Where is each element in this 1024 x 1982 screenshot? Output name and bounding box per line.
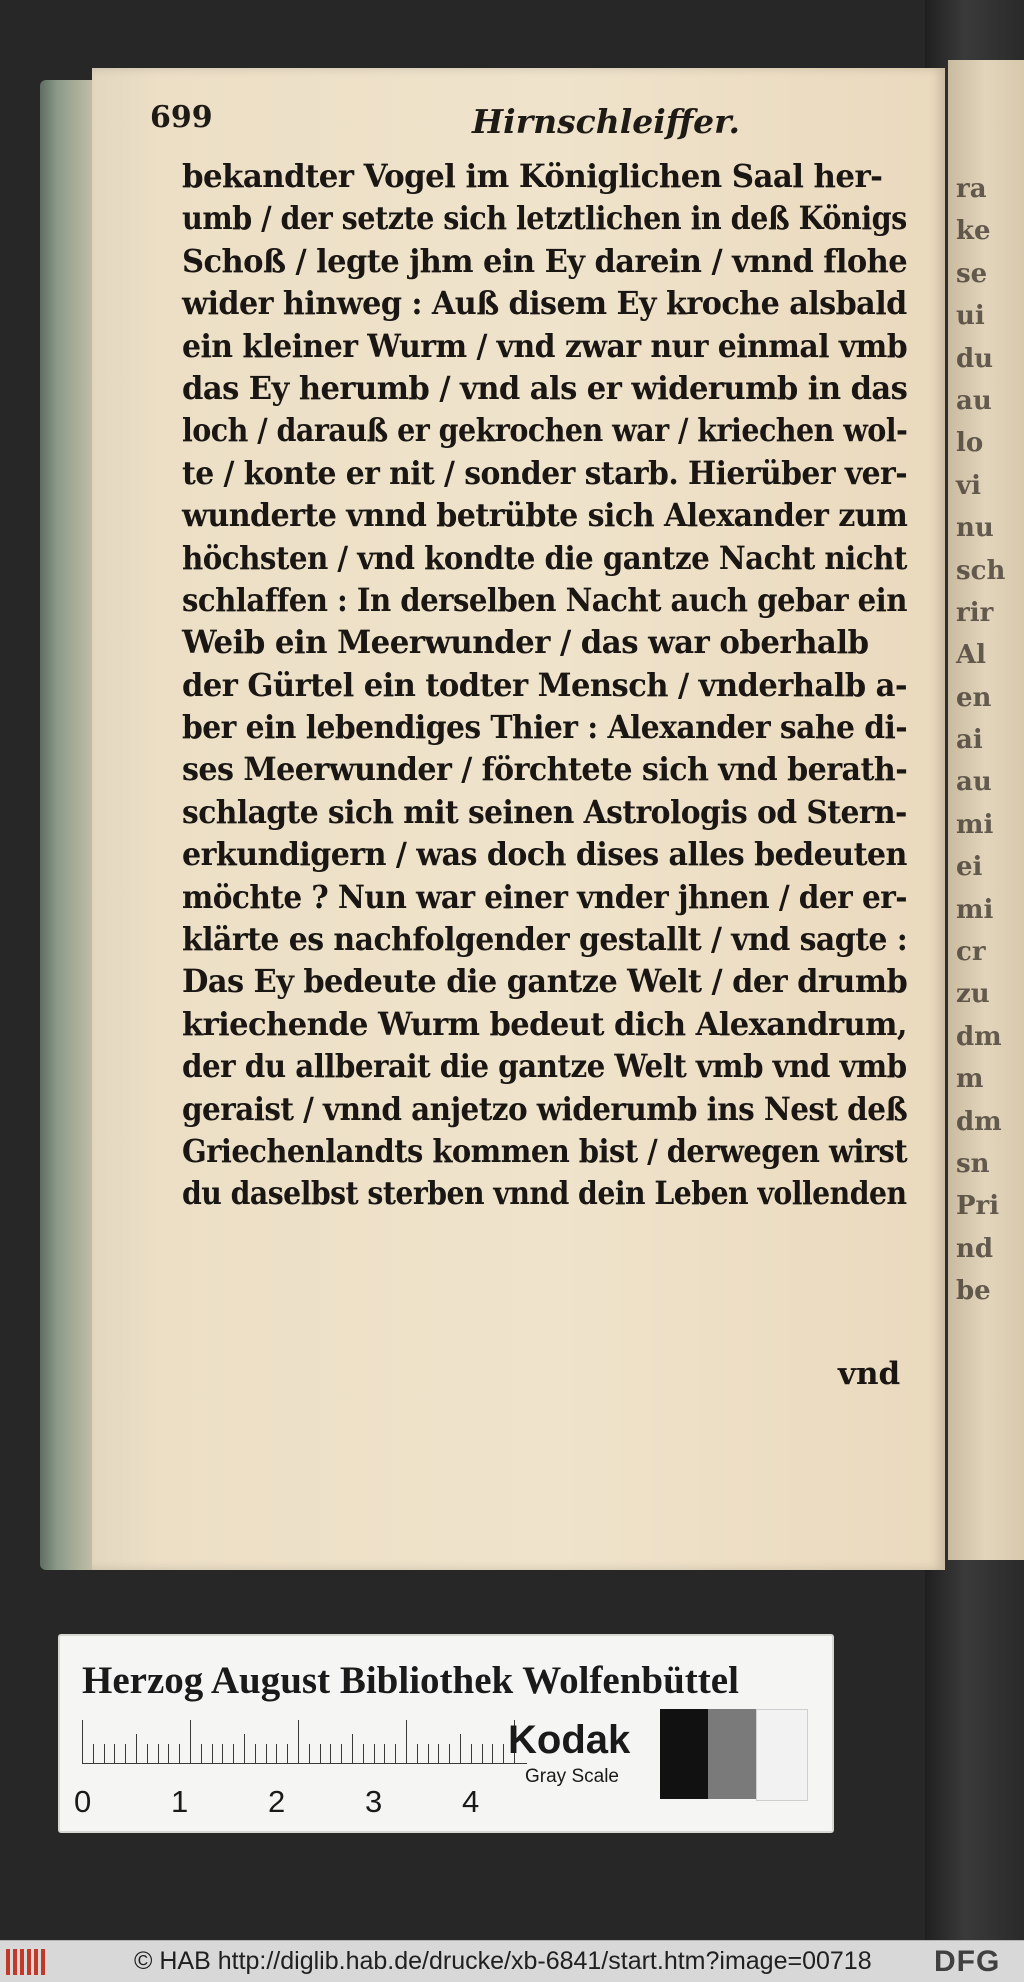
ruler-tick (255, 1744, 256, 1764)
gray-swatch (660, 1709, 708, 1799)
adjacent-text-fragment: cr (956, 937, 986, 968)
ruler-tick (104, 1744, 105, 1764)
text-line: bekandter Vogel im Königlichen Saal her- (182, 158, 883, 195)
ruler-tick (471, 1744, 472, 1764)
text-line: möchte ? Nun war einer vnder jhnen / der er- (182, 878, 907, 916)
adjacent-text-fragment: nd (956, 1233, 994, 1264)
ruler-tick (244, 1734, 245, 1764)
ruler-tick (298, 1720, 299, 1764)
adjacent-text-fragment: Pri (956, 1191, 1000, 1222)
ruler-tick (190, 1720, 191, 1764)
adjacent-text-fragment: du (956, 343, 994, 374)
ruler-tick (158, 1744, 159, 1764)
ruler-tick (212, 1744, 213, 1764)
text-line: Schoß / legte jhm ein Ey darein / vnnd flohe (182, 242, 908, 280)
ruler-tick (201, 1744, 202, 1764)
ruler-tick (320, 1744, 321, 1764)
text-line: Das Ey bedeute die gantze Welt / der drumb (182, 963, 908, 1001)
ruler-tick (233, 1744, 234, 1764)
footer-bar (0, 1940, 1024, 1982)
adjacent-text-fragment: ui (956, 301, 985, 332)
ruler-tick (266, 1744, 267, 1764)
adjacent-text-fragment: ai (956, 725, 983, 756)
gray-swatch (756, 1709, 808, 1801)
page-edge (40, 80, 98, 1570)
adjacent-text-fragment: sch (956, 555, 1006, 586)
ruler-tick (384, 1744, 385, 1764)
text-line: erkundigern / was doch dises alles bedeuten (182, 836, 907, 874)
ruler-tick (395, 1744, 396, 1764)
ruler-tick (374, 1744, 375, 1764)
ruler-tick (82, 1720, 83, 1764)
color-scale-card (58, 1634, 834, 1833)
text-line: das Ey herumb / vnd als er widerumb in das (182, 369, 908, 407)
hab-logo-icon (6, 1949, 46, 1975)
adjacent-page (948, 60, 1024, 1560)
adjacent-text-fragment: dm (956, 1021, 1002, 1052)
ruler-tick (309, 1744, 310, 1764)
text-line: wider hinweg : Auß disem Ey kroche alsbald (182, 285, 907, 323)
text-line: schlagte sich mit seinen Astrologis od Stern- (182, 793, 907, 831)
adjacent-text-fragment: en (956, 682, 992, 713)
ruler-tick (147, 1744, 148, 1764)
ruler-tick (449, 1744, 450, 1764)
text-line: der du allberait die gantze Welt vmb vnd vmb (182, 1048, 907, 1086)
ruler-tick (492, 1744, 493, 1764)
ruler-label: 2 (268, 1784, 286, 1819)
adjacent-text-fragment: au (956, 767, 992, 798)
ruler-tick (406, 1720, 407, 1764)
text-line: höchsten / vnd kondte die gantze Nacht nicht (182, 539, 907, 577)
ruler (82, 1720, 527, 1776)
adjacent-text-fragment: m (956, 1064, 984, 1095)
catchword: vnd (838, 1356, 901, 1392)
ruler-tick (179, 1744, 180, 1764)
footer-link[interactable]: © HAB http://diglib.hab.de/drucke/xb-6841/start.htm?image=00718 (134, 1947, 872, 1975)
ruler-tick (341, 1744, 342, 1764)
text-line: der Gürtel ein todter Mensch / vnderhalb a- (182, 666, 908, 704)
adjacent-text-fragment: nu (956, 513, 994, 544)
ruler-tick (276, 1744, 277, 1764)
adjacent-text-fragment: ra (956, 174, 987, 204)
text-line: te / konte er nit / sonder starb. Hierüber ver- (182, 454, 908, 492)
text-line: klärte es nachfolgender gestallt / vnd sagte : (182, 921, 908, 959)
adjacent-text-fragment: au (956, 385, 992, 416)
library-name: Herzog August Bibliothek Wolfenbüttel (82, 1659, 739, 1702)
text-line: Weib ein Meerwunder / das war oberhalb (182, 624, 869, 662)
ruler-tick (125, 1744, 126, 1764)
adjacent-text-fragment: be (956, 1276, 991, 1307)
adjacent-text-fragment: rir (956, 597, 994, 628)
text-line: loch / darauß er gekrochen war / kriechen wol- (182, 412, 908, 450)
gray-swatch (708, 1709, 756, 1799)
ruler-label: 0 (74, 1784, 92, 1819)
adjacent-page-text (948, 168, 1024, 1313)
ruler-label: 1 (171, 1784, 189, 1819)
running-head: Hirnschleiffer. (472, 102, 740, 141)
text-line: umb / der setzte sich letztlichen in deß Königs (182, 200, 907, 238)
ruler-tick (168, 1744, 169, 1764)
ruler-tick (438, 1744, 439, 1764)
gray-scale-label: Gray Scale (525, 1766, 619, 1787)
ruler-tick (460, 1734, 461, 1764)
text-line: du daselbst sterben vnnd dein Leben vollenden (182, 1175, 907, 1213)
ruler-tick (482, 1744, 483, 1764)
text-line: Griechenlandts kommen bist / derwegen wirst (182, 1132, 908, 1170)
text-line: schlaffen : In derselben Nacht auch gebar ein (182, 581, 907, 619)
body-text (182, 156, 922, 1216)
text-line: ein kleiner Wurm / vnd zwar nur einmal vmb (182, 327, 908, 365)
ruler-tick (330, 1744, 331, 1764)
adjacent-text-fragment: dm (956, 1106, 1002, 1137)
ruler-tick (93, 1744, 94, 1764)
ruler-label: 4 (462, 1784, 480, 1819)
ruler-tick (114, 1744, 115, 1764)
adjacent-text-fragment: sn (956, 1148, 990, 1179)
text-line: ber ein lebendiges Thier : Alexander sahe di- (182, 709, 908, 747)
ruler-tick (417, 1744, 418, 1764)
ruler-tick (428, 1744, 429, 1764)
text-line: kriechende Wurm bedeut dich Alexandrum, (182, 1005, 907, 1043)
page-number: 699 (150, 100, 213, 135)
ruler-tick (287, 1744, 288, 1764)
adjacent-text-fragment: zu (956, 979, 990, 1010)
adjacent-text-fragment: lo (956, 428, 984, 459)
adjacent-text-fragment: mi (956, 809, 994, 840)
ruler-tick (136, 1734, 137, 1764)
adjacent-text-fragment: ei (956, 852, 983, 883)
ruler-labels (74, 1784, 534, 1820)
text-line: ses Meerwunder / förchtete sich vnd berath- (182, 751, 908, 789)
adjacent-text-fragment: ke (956, 216, 991, 247)
adjacent-text-fragment: se (956, 258, 988, 289)
text-line: wunderte vnnd betrübte sich Alexander zum (182, 497, 908, 535)
adjacent-text-fragment: Al (956, 640, 987, 671)
adjacent-text-fragment: vi (956, 470, 981, 501)
text-line: geraist / vnnd anjetzo widerumb ins Nest deß (182, 1090, 908, 1128)
ruler-label: 3 (365, 1784, 383, 1819)
adjacent-text-fragment: mi (956, 894, 994, 925)
ruler-tick (352, 1734, 353, 1764)
ruler-tick (503, 1744, 504, 1764)
kodak-logo: Kodak (508, 1718, 631, 1762)
dfg-logo: DFG (934, 1945, 1001, 1978)
ruler-tick (363, 1744, 364, 1764)
ruler-tick (222, 1744, 223, 1764)
